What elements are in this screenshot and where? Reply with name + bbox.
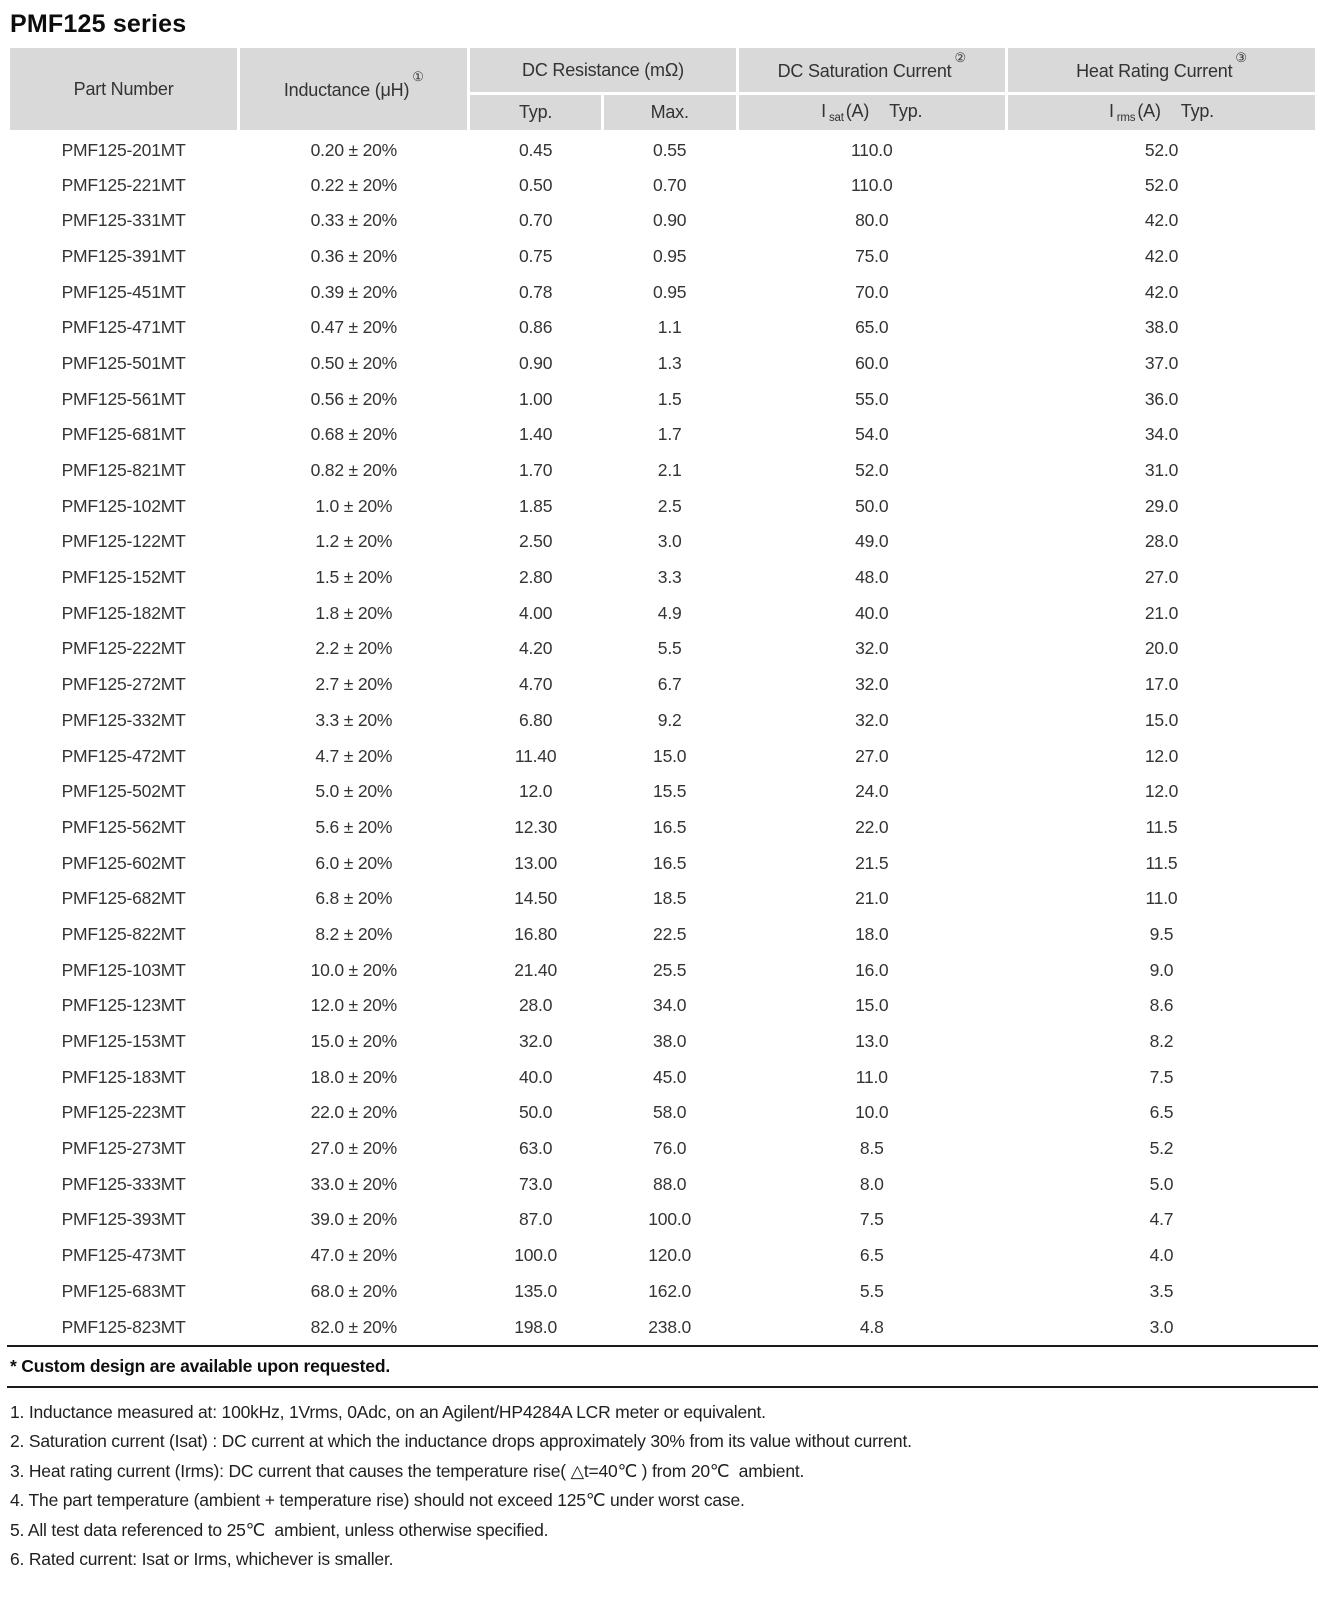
irms-cell: 38.0: [1144, 317, 1179, 338]
custom-design-note: * Custom design are available upon requested.: [7, 1347, 1318, 1388]
inductance-cell: 0.47 ± 20%: [310, 317, 398, 338]
isat-cell: 18.0: [855, 923, 889, 944]
part-number-cell: PMF125-102MT: [61, 495, 186, 516]
dcr-max-cell: 238.0: [648, 1316, 692, 1337]
part-number-cell: PMF125-223MT: [61, 1102, 186, 1123]
isat-cell: 32.0: [855, 674, 889, 695]
isat-cell: 10.0: [855, 1102, 889, 1123]
inductance-cell: 0.82 ± 20%: [310, 460, 398, 481]
isat-typ-label: Typ.: [889, 100, 923, 121]
dcr-typ-cell: 135.0: [514, 1280, 557, 1301]
isat-cell: 49.0: [855, 531, 889, 552]
part-number-cell: PMF125-183MT: [61, 1066, 186, 1087]
spec-table: [7, 45, 1318, 1345]
part-number-cell: PMF125-153MT: [61, 1031, 186, 1052]
inductance-label: Inductance (μH): [283, 80, 410, 100]
dcr-max-cell: 2.5: [657, 495, 682, 516]
table-row: [9, 488, 1317, 524]
table-row: [9, 346, 1317, 382]
dcr-max-cell: 18.5: [653, 888, 687, 909]
dcr-typ-cell: 1.70: [518, 460, 553, 481]
irms-cell: 37.0: [1144, 352, 1179, 373]
isat-cell: 70.0: [855, 281, 889, 302]
dcr-max-cell: 100.0: [648, 1209, 692, 1230]
table-row: [9, 1166, 1317, 1202]
table-row: [9, 1309, 1317, 1345]
dcr-max-cell: 162.0: [648, 1280, 692, 1301]
inductance-cell: 1.2 ± 20%: [315, 531, 393, 552]
isat-cell: 22.0: [855, 816, 889, 837]
inductance-cell: 1.5 ± 20%: [315, 567, 393, 588]
irms-cell: 21.0: [1144, 602, 1179, 623]
table-row: [9, 631, 1317, 667]
inductance-cell: 0.20 ± 20%: [310, 139, 398, 160]
col-header-isat: [737, 94, 1006, 132]
part-number-cell: PMF125-683MT: [61, 1280, 186, 1301]
inductance-cell: 27.0 ± 20%: [310, 1138, 398, 1159]
dcr-typ-cell: 21.40: [514, 959, 557, 980]
heat-rating-label: Heat Rating Current: [1076, 61, 1233, 81]
dcr-typ-cell: 11.40: [514, 745, 557, 766]
inductance-cell: 68.0 ± 20%: [310, 1280, 398, 1301]
irms-cell: 9.5: [1149, 923, 1174, 944]
page-title: PMF125 series: [10, 10, 187, 38]
isat-subscript: sat: [828, 112, 844, 125]
table-row: [9, 524, 1317, 560]
footnote-6: 6. Rated current: Isat or Irms, whichever is smaller.: [10, 1549, 394, 1570]
part-number-cell: PMF125-821MT: [61, 460, 186, 481]
isat-cell: 75.0: [855, 245, 889, 266]
irms-cell: 5.0: [1149, 1173, 1174, 1194]
irms-cell: 15.0: [1144, 709, 1179, 730]
isat-cell: 24.0: [855, 781, 889, 802]
dcr-typ-cell: 198.0: [514, 1316, 557, 1337]
dc-saturation-label: DC Saturation Current: [777, 61, 952, 81]
inductance-cell: 5.0 ± 20%: [315, 781, 393, 802]
dcr-max-cell: 16.5: [653, 852, 687, 873]
col-header-part-number: Part Number: [9, 47, 239, 132]
isat-cell: 8.0: [859, 1173, 884, 1194]
isat-cell: 32.0: [855, 638, 889, 659]
inductance-cell: 4.7 ± 20%: [315, 745, 393, 766]
part-number-cell: PMF125-602MT: [61, 852, 186, 873]
footnotes: [7, 1388, 1318, 1575]
part-number-cell: PMF125-451MT: [61, 281, 186, 302]
dcr-typ-cell: 63.0: [518, 1138, 553, 1159]
footnote-3: 3. Heat rating current (Irms): DC current that causes the temperature rise( △t=40℃ ) from 20℃ ambient.: [10, 1460, 805, 1481]
dcr-typ-cell: 12.30: [514, 816, 557, 837]
part-number-cell: PMF125-272MT: [61, 674, 186, 695]
col-header-dc-resistance: DC Resistance (mΩ): [469, 47, 737, 94]
dcr-typ-cell: 0.86: [518, 317, 553, 338]
isat-cell: 65.0: [855, 317, 889, 338]
dcr-typ-cell: 0.45: [518, 139, 553, 160]
isat-unit: (A): [845, 100, 870, 121]
footnote-4: 4. The part temperature (ambient + temperature rise) should not exceed 125℃ under worst case.: [10, 1490, 745, 1511]
irms-cell: 4.0: [1149, 1245, 1174, 1266]
dcr-max-cell: 15.5: [653, 781, 687, 802]
table-row: [9, 274, 1317, 310]
inductance-cell: 3.3 ± 20%: [315, 709, 393, 730]
inductance-cell: 22.0 ± 20%: [310, 1102, 398, 1123]
part-number-cell: PMF125-391MT: [61, 245, 186, 266]
inductance-cell: 0.50 ± 20%: [310, 352, 398, 373]
footnote-1: 1. Inductance measured at: 100kHz, 1Vrms, 0Adc, on an Agilent/HP4284A LCR meter or equivalent.: [10, 1401, 766, 1422]
part-number-cell: PMF125-823MT: [61, 1316, 186, 1337]
dcr-max-cell: 4.9: [657, 602, 682, 623]
table-row: [9, 774, 1317, 810]
table-row: [9, 810, 1317, 846]
irms-typ-label: Typ.: [1180, 100, 1214, 121]
dcr-typ-cell: 0.78: [518, 281, 553, 302]
isat-cell: 55.0: [855, 388, 889, 409]
col-header-irms: [1006, 94, 1316, 132]
inductance-cell: 10.0 ± 20%: [310, 959, 398, 980]
table-row: [9, 417, 1317, 453]
table-row: [9, 1024, 1317, 1060]
table-row: [9, 132, 1317, 168]
part-number-cell: PMF125-332MT: [61, 709, 186, 730]
dcr-typ-cell: 0.50: [518, 174, 553, 195]
irms-cell: 52.0: [1144, 139, 1179, 160]
dcr-max-cell: 1.1: [657, 317, 682, 338]
dcr-max-cell: 16.5: [653, 816, 687, 837]
isat-cell: 16.0: [855, 959, 889, 980]
irms-cell: 11.5: [1145, 816, 1178, 837]
part-number-cell: PMF125-472MT: [61, 745, 186, 766]
isat-cell: 15.0: [855, 995, 889, 1016]
irms-cell: 3.0: [1149, 1316, 1174, 1337]
dcr-typ-cell: 0.70: [518, 210, 553, 231]
dcr-typ-cell: 4.00: [518, 602, 553, 623]
table-row: [9, 560, 1317, 596]
footnote-5: 5. All test data referenced to 25℃ ambient, unless otherwise specified.: [10, 1519, 549, 1540]
dcr-typ-cell: 1.85: [518, 495, 553, 516]
table-row: [9, 595, 1317, 631]
dcr-max-cell: 76.0: [653, 1138, 687, 1159]
irms-cell: 3.5: [1149, 1280, 1174, 1301]
part-number-cell: PMF125-222MT: [61, 638, 186, 659]
isat-cell: 27.0: [855, 745, 889, 766]
part-number-cell: PMF125-182MT: [61, 602, 186, 623]
dcr-max-cell: 25.5: [653, 959, 687, 980]
table-row: [9, 1202, 1317, 1238]
isat-cell: 11.0: [855, 1066, 888, 1087]
inductance-cell: 2.2 ± 20%: [315, 638, 393, 659]
irms-cell: 42.0: [1144, 210, 1179, 231]
dcr-typ-cell: 0.75: [518, 245, 553, 266]
table-body: [9, 132, 1317, 1345]
isat-cell: 40.0: [855, 602, 889, 623]
part-number-cell: PMF125-501MT: [61, 352, 186, 373]
irms-cell: 34.0: [1144, 424, 1179, 445]
dcr-typ-cell: 50.0: [518, 1102, 553, 1123]
dcr-max-cell: 9.2: [657, 709, 682, 730]
part-number-cell: PMF125-562MT: [61, 816, 186, 837]
isat-cell: 5.5: [859, 1280, 884, 1301]
table-row: [9, 453, 1317, 489]
isat-cell: 110.0: [851, 139, 893, 160]
irms-symbol: I: [1108, 100, 1114, 121]
part-number-cell: PMF125-221MT: [61, 174, 186, 195]
dcr-max-cell: 3.0: [657, 531, 682, 552]
part-number-cell: PMF125-502MT: [61, 781, 186, 802]
dcr-max-cell: 120.0: [648, 1245, 692, 1266]
irms-cell: 8.6: [1149, 995, 1174, 1016]
dcr-max-cell: 0.90: [653, 210, 687, 231]
table-row: [9, 738, 1317, 774]
dcr-max-cell: 6.7: [657, 674, 682, 695]
dcr-typ-cell: 4.70: [518, 674, 553, 695]
table-row: [9, 310, 1317, 346]
dcr-typ-cell: 28.0: [518, 995, 553, 1016]
dcr-typ-cell: 0.90: [518, 352, 553, 373]
irms-cell: 17.0: [1144, 674, 1179, 695]
irms-cell: 31.0: [1144, 460, 1179, 481]
irms-cell: 8.2: [1149, 1031, 1174, 1052]
irms-cell: 12.0: [1144, 781, 1179, 802]
irms-cell: 6.5: [1149, 1102, 1174, 1123]
dcr-typ-cell: 4.20: [518, 638, 553, 659]
dcr-max-cell: 0.95: [653, 281, 687, 302]
inductance-cell: 6.0 ± 20%: [315, 852, 393, 873]
dcr-typ-cell: 12.0: [518, 781, 553, 802]
dcr-max-cell: 1.3: [657, 352, 682, 373]
dcr-max-cell: 3.3: [657, 567, 682, 588]
footnote-ref-2-icon: ②: [954, 50, 966, 65]
inductance-cell: 5.6 ± 20%: [315, 816, 393, 837]
inductance-cell: 2.7 ± 20%: [315, 674, 393, 695]
isat-cell: 21.0: [855, 888, 889, 909]
inductance-cell: 82.0 ± 20%: [310, 1316, 398, 1337]
isat-cell: 52.0: [855, 460, 889, 481]
irms-cell: 11.5: [1145, 852, 1178, 873]
table-row: [9, 1274, 1317, 1310]
col-header-inductance: [239, 47, 469, 132]
isat-cell: 21.5: [855, 852, 889, 873]
part-number-cell: PMF125-103MT: [61, 959, 186, 980]
dcr-typ-cell: 40.0: [518, 1066, 553, 1087]
inductance-cell: 18.0 ± 20%: [310, 1066, 398, 1087]
inductance-cell: 0.36 ± 20%: [310, 245, 398, 266]
dcr-typ-cell: 1.40: [518, 424, 553, 445]
table-row: [9, 917, 1317, 953]
dcr-typ-cell: 2.50: [518, 531, 553, 552]
irms-cell: 5.2: [1149, 1138, 1174, 1159]
table-header: [9, 47, 1317, 132]
irms-cell: 42.0: [1144, 245, 1179, 266]
isat-cell: 4.8: [859, 1316, 884, 1337]
irms-cell: 52.0: [1144, 174, 1179, 195]
irms-cell: 29.0: [1144, 495, 1179, 516]
part-number-cell: PMF125-471MT: [61, 317, 186, 338]
table-row: [9, 239, 1317, 275]
part-number-cell: PMF125-273MT: [61, 1138, 186, 1159]
isat-cell: 80.0: [855, 210, 889, 231]
part-number-cell: PMF125-822MT: [61, 923, 186, 944]
isat-symbol: I: [821, 100, 826, 121]
isat-cell: 48.0: [855, 567, 889, 588]
dcr-max-cell: 1.5: [657, 388, 682, 409]
dcr-max-cell: 34.0: [653, 995, 687, 1016]
dcr-max-cell: 2.1: [657, 460, 682, 481]
isat-cell: 8.5: [859, 1138, 884, 1159]
isat-cell: 110.0: [851, 174, 893, 195]
col-header-dcr-typ: Typ.: [469, 94, 602, 132]
inductance-cell: 12.0 ± 20%: [310, 995, 398, 1016]
table-row: [9, 203, 1317, 239]
isat-cell: 60.0: [855, 352, 889, 373]
part-number-cell: PMF125-333MT: [61, 1173, 186, 1194]
table-row: [9, 1131, 1317, 1167]
part-number-cell: PMF125-201MT: [61, 139, 186, 160]
part-number-cell: PMF125-122MT: [61, 531, 186, 552]
irms-cell: 9.0: [1149, 959, 1174, 980]
dcr-max-cell: 45.0: [653, 1066, 687, 1087]
dcr-typ-cell: 87.0: [518, 1209, 553, 1230]
table-row: [9, 381, 1317, 417]
footnote-2: 2. Saturation current (Isat) : DC current at which the inductance drops approximately 30% from its value without current.: [10, 1431, 912, 1452]
table-row: [9, 988, 1317, 1024]
irms-cell: 36.0: [1144, 388, 1179, 409]
table-row: [9, 1059, 1317, 1095]
col-header-dc-saturation: [737, 47, 1006, 94]
dcr-max-cell: 5.5: [657, 638, 682, 659]
part-number-cell: PMF125-123MT: [61, 995, 186, 1016]
inductance-cell: 8.2 ± 20%: [315, 923, 393, 944]
part-number-cell: PMF125-681MT: [61, 424, 186, 445]
table-row: [9, 845, 1317, 881]
inductance-cell: 15.0 ± 20%: [310, 1031, 398, 1052]
dcr-typ-cell: 2.80: [518, 567, 553, 588]
dcr-max-cell: 1.7: [657, 424, 682, 445]
inductance-cell: 1.8 ± 20%: [315, 602, 393, 623]
dcr-typ-cell: 14.50: [514, 888, 557, 909]
col-header-heat-rating: [1006, 47, 1316, 94]
dcr-typ-cell: 32.0: [518, 1031, 553, 1052]
irms-cell: 12.0: [1144, 745, 1179, 766]
isat-cell: 6.5: [859, 1245, 884, 1266]
dcr-max-cell: 0.55: [653, 139, 687, 160]
irms-cell: 20.0: [1144, 638, 1179, 659]
inductance-cell: 0.33 ± 20%: [310, 210, 398, 231]
part-number-cell: PMF125-473MT: [61, 1245, 186, 1266]
irms-unit: (A): [1137, 100, 1161, 121]
dcr-typ-cell: 100.0: [514, 1245, 557, 1266]
inductance-cell: 39.0 ± 20%: [310, 1209, 398, 1230]
isat-cell: 32.0: [855, 709, 889, 730]
isat-cell: 7.5: [859, 1209, 884, 1230]
table-row: [9, 1238, 1317, 1274]
isat-cell: 54.0: [855, 424, 889, 445]
table-row: [9, 952, 1317, 988]
irms-subscript: rms: [1116, 112, 1136, 125]
irms-cell: 28.0: [1144, 531, 1179, 552]
dcr-typ-cell: 6.80: [518, 709, 553, 730]
footnote-ref-3-icon: ③: [1235, 50, 1247, 65]
irms-cell: 4.7: [1149, 1209, 1174, 1230]
dcr-max-cell: 38.0: [653, 1031, 687, 1052]
irms-cell: 7.5: [1149, 1066, 1174, 1087]
dcr-max-cell: 22.5: [653, 923, 687, 944]
part-number-cell: PMF125-393MT: [61, 1209, 186, 1230]
table-row: [9, 667, 1317, 703]
table-row: [9, 881, 1317, 917]
table-row: [9, 703, 1317, 739]
dcr-max-cell: 15.0: [653, 745, 687, 766]
part-number-cell: PMF125-561MT: [61, 388, 186, 409]
dcr-max-cell: 0.95: [653, 245, 687, 266]
footnote-ref-1-icon: ①: [412, 69, 424, 84]
dcr-max-cell: 88.0: [653, 1173, 687, 1194]
inductance-cell: 6.8 ± 20%: [315, 888, 393, 909]
table-row: [9, 1095, 1317, 1131]
inductance-cell: 1.0 ± 20%: [315, 495, 393, 516]
inductance-cell: 33.0 ± 20%: [310, 1173, 398, 1194]
irms-cell: 11.0: [1145, 888, 1178, 909]
table-row: [9, 167, 1317, 203]
part-number-cell: PMF125-331MT: [61, 210, 186, 231]
col-header-dcr-max: Max.: [602, 94, 737, 132]
dcr-typ-cell: 16.80: [514, 923, 557, 944]
irms-cell: 27.0: [1144, 567, 1179, 588]
dcr-max-cell: 0.70: [653, 174, 687, 195]
inductance-cell: 0.56 ± 20%: [310, 388, 398, 409]
part-number-cell: PMF125-152MT: [61, 567, 186, 588]
dcr-typ-cell: 13.00: [514, 852, 557, 873]
inductance-cell: 0.39 ± 20%: [310, 281, 398, 302]
inductance-cell: 0.68 ± 20%: [310, 424, 398, 445]
inductance-cell: 0.22 ± 20%: [310, 174, 398, 195]
dcr-max-cell: 58.0: [653, 1102, 687, 1123]
dcr-typ-cell: 1.00: [518, 388, 553, 409]
isat-cell: 13.0: [855, 1031, 889, 1052]
inductance-cell: 47.0 ± 20%: [310, 1245, 398, 1266]
irms-cell: 42.0: [1144, 281, 1179, 302]
part-number-cell: PMF125-682MT: [61, 888, 186, 909]
dcr-typ-cell: 73.0: [518, 1173, 553, 1194]
isat-cell: 50.0: [855, 495, 889, 516]
